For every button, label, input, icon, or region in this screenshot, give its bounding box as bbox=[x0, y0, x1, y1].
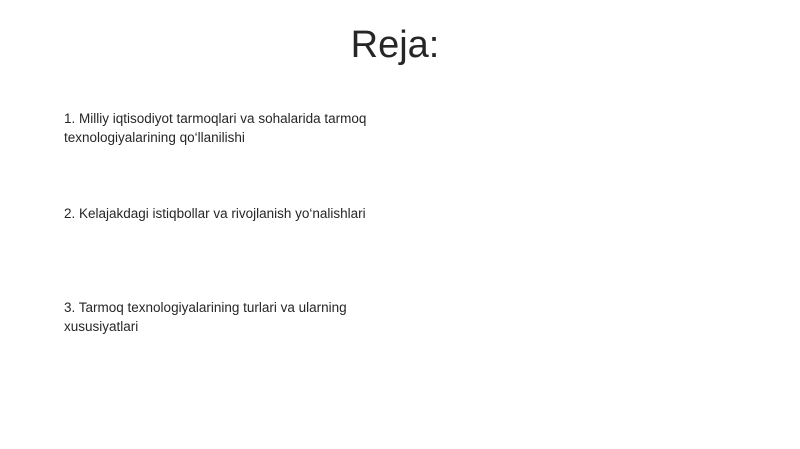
agenda-item-1: 1. Milliy iqtisodiyot tarmoqlari va sohalarida tarmoq texnologiyalarining qo‘llanilishi bbox=[64, 111, 367, 145]
agenda-item-3: 3. Tarmoq texnologiyalarining turlari va ularning xususiyatlari bbox=[64, 300, 347, 334]
slide-title: Reja: bbox=[350, 24, 440, 66]
agenda-item-2: 2. Kelajakdagi istiqbollar va rivojlanish yo‘nalishlari bbox=[64, 206, 366, 221]
